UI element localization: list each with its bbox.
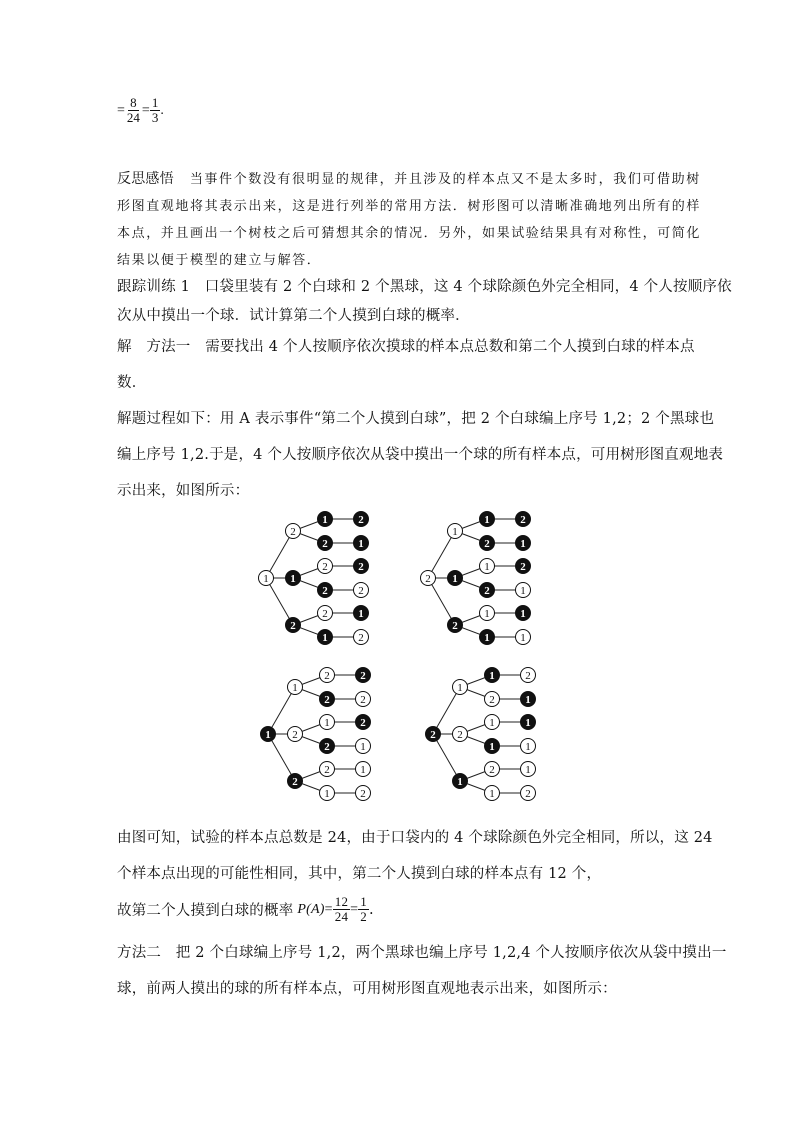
ball-label: 1: [520, 632, 526, 644]
ball-label: 2: [324, 764, 330, 776]
ball-label: 1: [322, 632, 328, 644]
ball-label: 2: [430, 729, 436, 741]
ball-label: 1: [360, 764, 366, 776]
ball-label: 2: [324, 670, 330, 682]
ball-label: 1: [360, 741, 366, 753]
reflection-line-4: 结果以便于模型的建立与解答．: [117, 253, 322, 268]
tree-diagrams: [0, 500, 794, 810]
ball-label: 2: [322, 538, 328, 550]
tree-branch-line: [428, 578, 455, 625]
ball-label: 1: [358, 538, 364, 550]
tree-branch-line: [266, 531, 293, 578]
tree-second-node: [448, 618, 463, 633]
tree-branch-line: [433, 734, 460, 781]
tree-third-node: [485, 692, 500, 707]
ball-label: 1: [525, 764, 531, 776]
solution-line-5: 示出来，如图所示：: [117, 483, 250, 499]
ball-label: 1: [452, 573, 458, 585]
ball-label: 2: [525, 788, 531, 800]
ball-label: 2: [358, 632, 364, 644]
ball-label: 2: [484, 585, 490, 597]
tree-fourth-node: [521, 762, 536, 777]
tree-fourth-node: [356, 668, 371, 683]
ball-label: 1: [525, 717, 531, 729]
tree-fourth-node: [356, 739, 371, 754]
period: .: [160, 102, 164, 118]
tree-second-node: [453, 680, 468, 695]
ball-label: 1: [452, 526, 458, 538]
probability-symbol: P(A): [297, 901, 325, 917]
ball-label: 2: [290, 620, 296, 632]
tree-third-node: [320, 739, 335, 754]
tree-root-node: [426, 727, 441, 742]
tree-second-node: [288, 774, 303, 789]
tree-fourth-node: [521, 668, 536, 683]
tree-fourth-node: [356, 715, 371, 730]
tree-third-node: [480, 512, 495, 527]
tree-second-node: [448, 524, 463, 539]
tree-fourth-node: [356, 692, 371, 707]
period: .: [368, 901, 374, 918]
tree-second-node: [286, 618, 301, 633]
tree-fourth-node: [354, 512, 369, 527]
tree-third-node: [320, 715, 335, 730]
reflection-heading: 反思感悟: [117, 171, 174, 187]
fraction-denominator: 24: [126, 110, 140, 125]
tree-third-node: [480, 536, 495, 551]
tree-third-node: [485, 786, 500, 801]
ball-label: 2: [324, 694, 330, 706]
fraction-12-24: [333, 895, 350, 924]
tree-fourth-node: [356, 762, 371, 777]
eq-sign: =: [141, 102, 150, 118]
ball-label: 2: [484, 538, 490, 550]
eq-sign: =: [117, 102, 125, 118]
fraction-numerator: 8: [130, 95, 137, 110]
tree-fourth-node: [521, 715, 536, 730]
ball-label: 2: [292, 776, 298, 788]
ball-label: 2: [322, 585, 328, 597]
fraction-numerator: 1: [151, 95, 159, 110]
ball-label: 2: [489, 694, 495, 706]
ball-label: 1: [324, 788, 330, 800]
tree-second-node: [453, 774, 468, 789]
ball-label: 2: [452, 620, 458, 632]
method2-line-2: 球，前两人摸出的球的所有样本点，可用树形图直观地表示出来，如图所示：: [117, 981, 617, 997]
ball-label: 2: [457, 729, 463, 741]
tree-third-node: [318, 536, 333, 551]
ball-label: 1: [520, 538, 526, 550]
tree-fourth-node: [354, 630, 369, 645]
tree-fourth-node: [521, 739, 536, 754]
ball-label: 2: [520, 561, 526, 573]
tree-fourth-node: [521, 692, 536, 707]
ball-label: 1: [520, 608, 526, 620]
tree-third-node: [318, 512, 333, 527]
probability-text: 故第二个人摸到白球的概率: [117, 903, 294, 919]
tree-second-node: [448, 571, 463, 586]
fraction-denominator: 2: [360, 909, 367, 924]
solution-line-3: 解题过程如下：用 A 表示事件“第二个人摸到白球”，把 2 个白球编上序号 1,2；2 个黑球也: [117, 411, 715, 427]
tree-third-node: [485, 715, 500, 730]
tree-second-node: [286, 571, 301, 586]
ball-label: 1: [489, 741, 495, 753]
tree-third-node: [318, 559, 333, 574]
tree-branch-line: [433, 687, 460, 734]
reflection-text: 当事件个数没有很明显的规律，并且涉及的样本点又不是太多时，我们可借助树: [189, 172, 701, 187]
tree-root-node: [259, 571, 274, 586]
ball-label: 1: [265, 729, 271, 741]
ball-label: 2: [358, 514, 364, 526]
fraction-denominator: 24: [334, 909, 349, 924]
ball-label: 2: [358, 561, 364, 573]
method2-line-1: 方法二 把 2 个白球编上序号 1,2，两个黑球也编上序号 1,2,4 个人按顺序依次从袋中摸出一: [117, 945, 727, 961]
ball-label: 1: [484, 514, 490, 526]
ball-label: 1: [489, 788, 495, 800]
ball-label: 2: [360, 694, 366, 706]
ball-label: 2: [322, 608, 328, 620]
tree-fourth-node: [521, 786, 536, 801]
ball-label: 1: [457, 776, 463, 788]
tree-fourth-node: [354, 583, 369, 598]
tree-branch-line: [268, 687, 295, 734]
ball-label: 1: [358, 608, 364, 620]
tree-fourth-node: [516, 606, 531, 621]
tree-fourth-node: [354, 606, 369, 621]
tree-third-node: [320, 692, 335, 707]
tree-root-node: [261, 727, 276, 742]
tree-fourth-node: [354, 559, 369, 574]
tree-third-node: [480, 606, 495, 621]
ball-label: 1: [457, 682, 463, 694]
reflection-line-1: [117, 168, 701, 188]
tree-third-node: [318, 606, 333, 621]
eq-sign: =: [350, 901, 359, 917]
tree-third-node: [320, 786, 335, 801]
ball-label: 2: [360, 717, 366, 729]
tree-fourth-node: [354, 536, 369, 551]
tree-third-node: [480, 583, 495, 598]
ball-label: 2: [520, 514, 526, 526]
ball-label: 2: [525, 670, 531, 682]
fraction-numerator: 12: [334, 894, 349, 909]
tree-third-node: [318, 583, 333, 598]
ball-label: 1: [324, 717, 330, 729]
ball-label: 1: [484, 632, 490, 644]
ball-label: 1: [263, 573, 269, 585]
reflection-line-3: 本点，并且画出一个树枝之后可猜想其余的情况．另外，如果试验结果具有对称性，可简化: [117, 226, 702, 241]
tree-branch-line: [266, 578, 293, 625]
ball-label: 2: [322, 561, 328, 573]
tree-third-node: [480, 630, 495, 645]
tree-third-node: [480, 559, 495, 574]
ball-label: 1: [484, 561, 490, 573]
ball-label: 2: [358, 585, 364, 597]
ball-label: 2: [290, 526, 296, 538]
ball-label: 1: [290, 573, 296, 585]
fraction-numerator: 1: [360, 894, 367, 909]
ball-label: 1: [525, 741, 531, 753]
ball-label: 2: [489, 764, 495, 776]
tree-branch-line: [428, 531, 455, 578]
tree-third-node: [318, 630, 333, 645]
tree-fourth-node: [516, 583, 531, 598]
solution-line-1: 解 方法一 需要找出 4 个人按顺序依次摸球的样本点总数和第二个人摸到白球的样本点: [117, 339, 695, 355]
tree-second-node: [288, 680, 303, 695]
eq-sign: =: [324, 901, 333, 917]
tree-fourth-node: [516, 559, 531, 574]
tree-fourth-node: [356, 786, 371, 801]
fraction-8-24: [125, 96, 142, 125]
tree-fourth-node: [516, 536, 531, 551]
ball-label: 1: [322, 514, 328, 526]
tree-third-node: [485, 739, 500, 754]
tree-branch-line: [268, 734, 295, 781]
solution-line-7: 个样本点出现的可能性相同，其中，第二个人摸到白球的样本点有 12 个，: [117, 866, 602, 882]
ball-label: 1: [520, 585, 526, 597]
ball-label: 1: [292, 682, 298, 694]
tree-third-node: [485, 668, 500, 683]
ball-label: 2: [360, 788, 366, 800]
tree-second-node: [286, 524, 301, 539]
ball-label: 2: [360, 670, 366, 682]
probability-line: [117, 895, 374, 924]
ball-label: 1: [489, 717, 495, 729]
tree-third-node: [320, 668, 335, 683]
tree-third-node: [485, 762, 500, 777]
tree-fourth-node: [516, 630, 531, 645]
ball-label: 2: [425, 573, 431, 585]
exercise-line-2: 次从中摸出一个球．试计算第二个人摸到白球的概率．: [117, 308, 470, 324]
tree-second-node: [288, 727, 303, 742]
fraction-denominator: 3: [151, 110, 159, 125]
reflection-line-2: 形图直观地将其表示出来，这是进行列举的常用方法．树形图可以清晰准确地列出所有的样: [117, 199, 702, 214]
tree-root-node: [421, 571, 436, 586]
ball-label: 1: [489, 670, 495, 682]
tree-third-node: [320, 762, 335, 777]
ball-label: 2: [292, 729, 298, 741]
fraction-1-2: [358, 895, 369, 924]
ball-label: 2: [324, 741, 330, 753]
solution-line-4: 编上序号 1,2.于是，4 个人按顺序依次从袋中摸出一个球的所有样本点，可用树形图直观地表: [117, 447, 724, 463]
tree-second-node: [453, 727, 468, 742]
solution-line-6: 由图可知，试验的样本点总数是 24，由于口袋内的 4 个球除颜色外完全相同，所以，这 24: [117, 830, 713, 846]
ball-label: 1: [525, 694, 531, 706]
fraction-1-3: [150, 96, 161, 125]
tree-fourth-node: [516, 512, 531, 527]
top-equation: [117, 96, 164, 125]
exercise-line-1: 跟踪训练 1 口袋里装有 2 个白球和 2 个黑球，这 4 个球除颜色外完全相同，4 个人按顺序依: [117, 279, 732, 295]
solution-line-2: 数．: [117, 375, 147, 391]
ball-label: 1: [484, 608, 490, 620]
